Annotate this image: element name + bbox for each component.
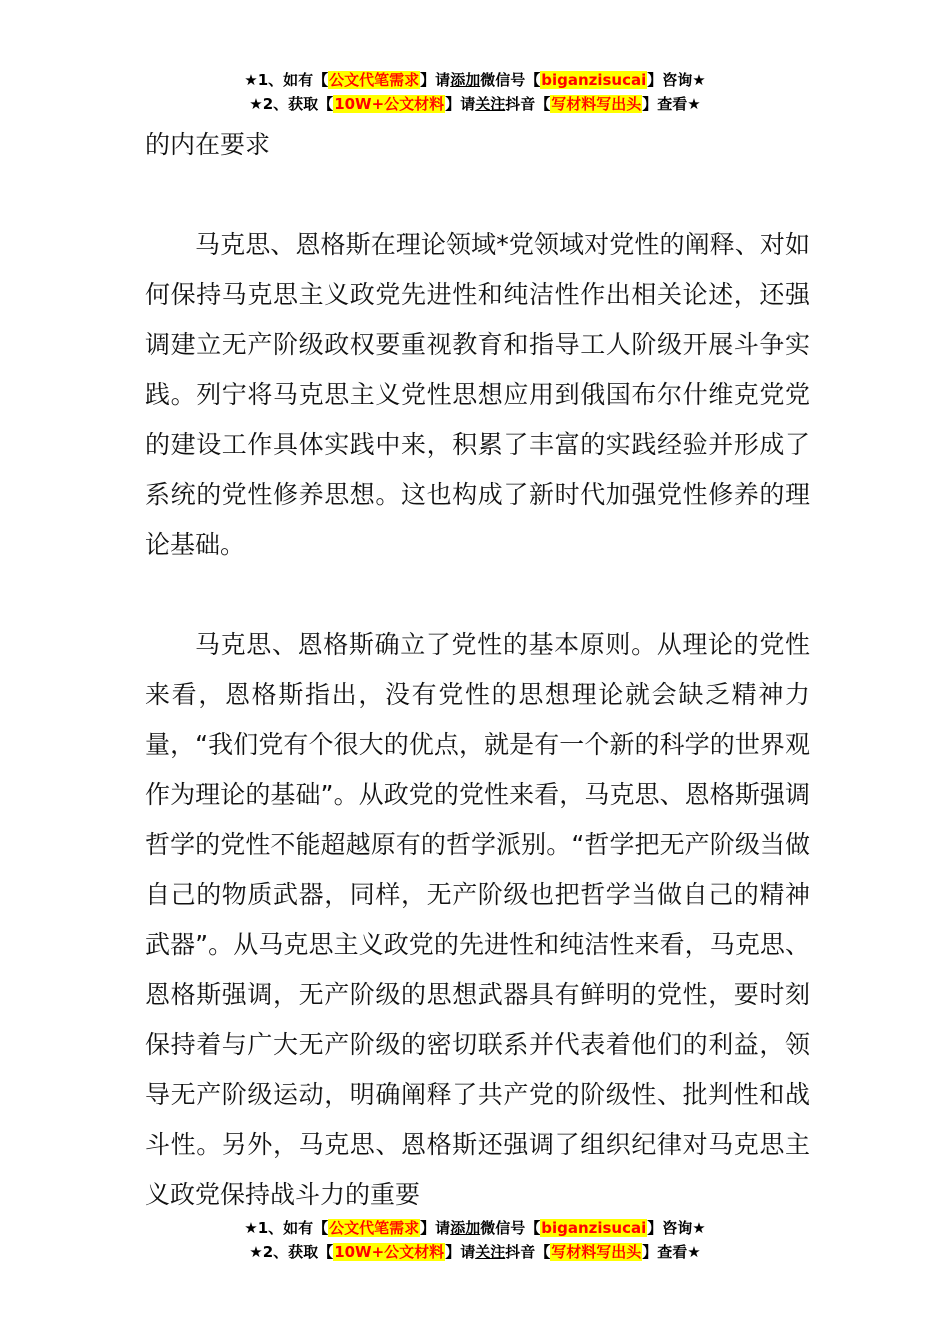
highlight-douyin-account: 写材料写出头 <box>551 1243 642 1261</box>
highlight-materials: 10W+公文材料 <box>334 1243 445 1261</box>
highlight-materials: 10W+公文材料 <box>334 95 445 113</box>
highlight-service: 公文代笔需求 <box>329 71 420 89</box>
banner-line-2: ★2、获取【10W+公文材料】请关注抖音【写材料写出头】查看★ <box>249 1243 701 1261</box>
highlight-wechat-id: biganzisucai <box>541 1219 647 1237</box>
paragraph-gap <box>145 170 810 220</box>
paragraph-1: 马克思、恩格斯在理论领域*党领域对党性的阐释、对如何保持马克思主义政党先进性和纯洁性作出相关论述，还强调建立无产阶级政权要重视教育和指导工人阶级开展斗争实践。列宁将马克思主义党性思想应用到俄国布尔什维克党党的建设工作具体实践中来，积累了丰富的实践经验并形成了系统的党性修养思想。这也构成了新时代加强党性修养的理论基础。 <box>145 230 810 559</box>
banner-line-1: ★1、如有【公文代笔需求】请添加微信号【biganzisucai】咨询★ <box>244 1219 706 1237</box>
highlight-wechat-id: biganzisucai <box>541 71 647 89</box>
footer-banner <box>0 1216 950 1264</box>
paragraph-gap <box>145 570 810 620</box>
heading-continuation: 的内在要求 <box>145 130 271 159</box>
document-body <box>145 120 810 1220</box>
header-banner <box>0 68 950 116</box>
highlight-service: 公文代笔需求 <box>329 1219 420 1237</box>
highlight-douyin-account: 写材料写出头 <box>551 95 642 113</box>
banner-line-1: ★1、如有【公文代笔需求】请添加微信号【biganzisucai】咨询★ <box>244 71 706 89</box>
paragraph-2: 马克思、恩格斯确立了党性的基本原则。从理论的党性来看，恩格斯指出，没有党性的思想理论就会缺乏精神力量，“我们党有个很大的优点，就是有一个新的科学的世界观作为理论的基础”。从政党的党性来看，马克思、恩格斯强调哲学的党性不能超越原有的哲学派别。“哲学把无产阶级当做自己的物质武器，同样，无产阶级也把哲学当做自己的精神武器”。从马克思主义政党的先进性和纯洁性来看，马克思、恩格斯强调，无产阶级的思想武器具有鲜明的党性，要时刻保持着与广大无产阶级的密切联系并代表着他们的利益，领导无产阶级运动，明确阐释了共产党的阶级性、批判性和战斗性。另外，马克思、恩格斯还强调了组织纪律对马克思主义政党保持战斗力的重要 <box>145 630 810 1209</box>
banner-line-2: ★2、获取【10W+公文材料】请关注抖音【写材料写出头】查看★ <box>249 95 701 113</box>
